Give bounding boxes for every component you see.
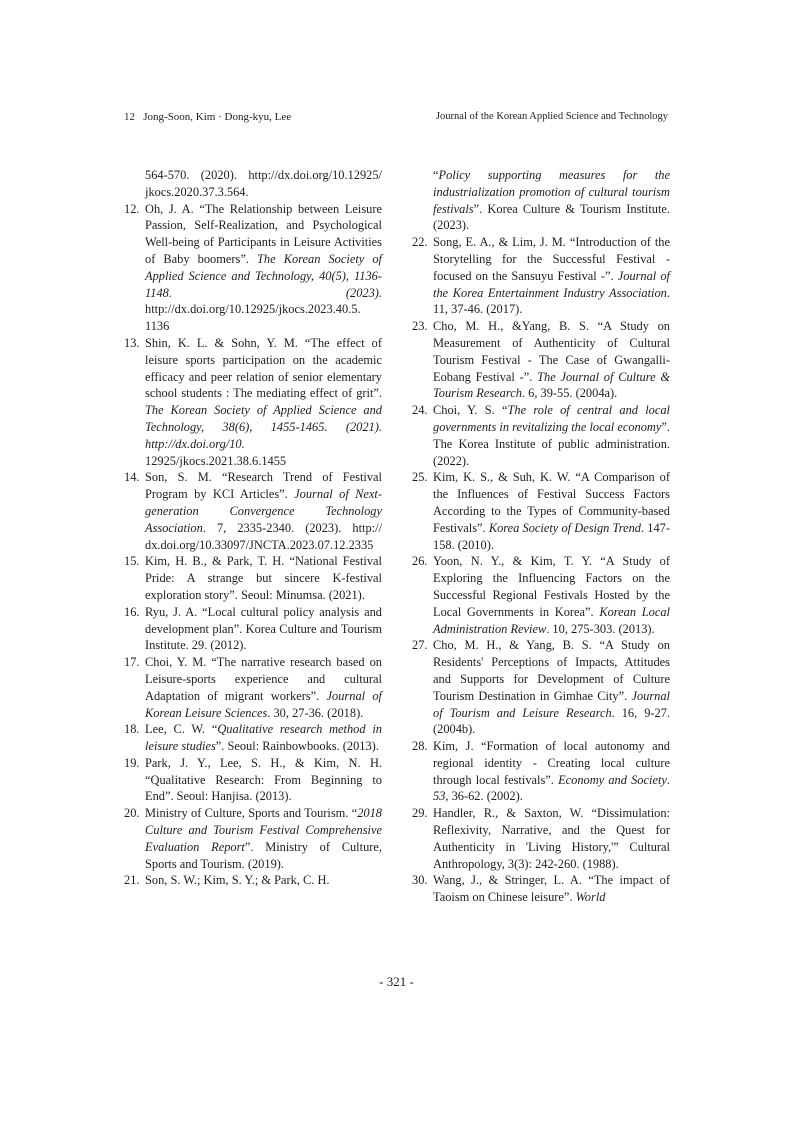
reference-item	[412, 402, 670, 469]
reference-text: Handler, R., & Saxton, W. “Dissimulation: Reflexivity, Narrative, and the Quest for Authenticity in 'Living History,'” Cultural Anthropology, 3(3): 242-260. (1988).	[433, 806, 670, 871]
reference-number: 22.	[412, 235, 428, 250]
header-authors: Jong-Soon, Kim · Dong-kyu, Lee	[143, 111, 292, 123]
reference-number: 23.	[412, 319, 428, 334]
reference-text: ”. The Korea Institute of public administration. (2022).	[433, 419, 670, 468]
reference-text: Yoon, N. Y., & Kim, T. Y. “A Study of Exploring the Influencing Factors on the Successful Regional Festivals Hosted by the Local Governments in Korea”.	[433, 554, 670, 619]
reference-text: Kim, K. S., & Suh, K. W. “A Comparison of the Influences of Festival Success Factors According to the Types of Community-based Festivals”.	[433, 470, 670, 535]
reference-text: ”. Ministry of Culture, Sports and Tourism. (2019).	[145, 839, 382, 871]
reference-number: 27.	[412, 638, 428, 653]
page-folio: - 321 -	[379, 974, 414, 989]
reference-text: . 10, 275-303. (2013).	[546, 621, 655, 636]
reference-text: Wang, J., & Stringer, L. A. “The impact of Taoism on Chinese leisure”.	[433, 873, 670, 905]
reference-item	[124, 167, 382, 201]
reference-item	[124, 604, 382, 654]
reference-text: . 6, 39-55. (2004a).	[521, 386, 618, 401]
reference-italic-text: The Korean Society of Applied Science and Technology, 40(5), 1136-1148. (2023).	[145, 251, 382, 300]
header-left	[124, 111, 291, 123]
reference-italic-text: Journal of the Korea Entertainment Industry Association	[433, 268, 670, 300]
reference-number: 26.	[412, 554, 428, 569]
reference-text: Oh, J. A. “The Relationship between Leisure Passion, Self-Realization, and Psychological Well-being of Participants in Leisure Activities of Baby boomers”.	[145, 201, 382, 266]
reference-item	[124, 201, 382, 335]
reference-item	[124, 553, 382, 603]
reference-italic-text: Korean Local Administration Review	[433, 604, 670, 636]
reference-italic-text: Qualitative research method in leisure studies	[145, 722, 382, 754]
reference-item	[412, 805, 670, 872]
reference-number: 16.	[124, 604, 140, 619]
reference-number: 12.	[124, 201, 140, 216]
reference-text: Choi, Y. M. “The narrative research based on Leisure-sports experience and cultural Adaptation of migrant workers”.	[145, 655, 382, 703]
reference-number: 19.	[124, 755, 140, 770]
reference-text: . 7, 2335-2340. (2023). http:// dx.doi.org/10.33097/JNCTA.2023.07.12.2335	[145, 520, 382, 552]
header-journal-title: Journal of the Korean Applied Science and Technology	[435, 111, 668, 122]
reference-item	[412, 469, 670, 553]
reference-text: 12925/jkocs.2021.38.6.1455	[145, 453, 287, 468]
reference-item	[412, 637, 670, 738]
reference-item	[412, 738, 670, 805]
reference-italic-text: World	[575, 890, 606, 905]
reference-item	[124, 805, 382, 872]
reference-text: .	[666, 772, 670, 787]
reference-number: 18.	[124, 722, 140, 737]
reference-text: 564-570. (2020). http://dx.doi.org/10.12925/ jkocs.2020.37.3.564.	[145, 168, 382, 199]
reference-text: Cho, M. H., & Yang, B. S. “A Study on Residents' Perceptions of Impacts, Attitudes and Supports for Development of Culture Tourism Destination in Gimhae City”.	[433, 638, 670, 703]
reference-item	[124, 755, 382, 805]
reference-text: http://dx.doi.org/10.12925/jkocs.2023.40.5. 1136	[145, 302, 361, 334]
reference-item	[124, 654, 382, 721]
running-header	[124, 111, 668, 127]
reference-text: Choi, Y. S. “	[433, 403, 508, 418]
reference-item	[412, 318, 670, 402]
reference-text: Son, S. W.; Kim, S. Y.; & Park, C. H.	[145, 873, 330, 888]
reference-number: 28.	[412, 739, 428, 754]
reference-text: Ministry of Culture, Sports and Tourism. “	[145, 806, 358, 821]
reference-italic-text: Economy and Society	[558, 772, 667, 787]
reference-item	[412, 553, 670, 637]
reference-number: 25.	[412, 470, 428, 485]
reference-text: Kim, H. B., & Park, T. H. “National Festival Pride: A strange but sincere K-festival exploration story”. Seoul: Minumsa. (2021).	[145, 554, 382, 602]
reference-number: 14.	[124, 470, 140, 485]
reference-italic-text: 53	[433, 789, 446, 804]
reference-number: 29.	[412, 806, 428, 821]
reference-item	[124, 721, 382, 755]
reference-text: . 11, 37-46. (2017).	[433, 285, 670, 317]
references-left-column	[124, 167, 382, 889]
reference-text: Son, S. M. “Research Trend of Festival Program by KCI Articles”.	[145, 470, 382, 502]
reference-text: ”. Korea Culture & Tourism Institute. (2023).	[433, 201, 670, 233]
reference-number: 13.	[124, 335, 140, 350]
reference-item	[412, 167, 670, 234]
reference-text: . 30, 27-36. (2018).	[267, 705, 364, 720]
reference-item	[124, 469, 382, 553]
reference-item	[124, 872, 382, 889]
reference-item	[412, 234, 670, 318]
reference-item	[412, 872, 670, 906]
reference-text: . 16, 9-27. (2004b).	[433, 705, 670, 737]
reference-number: 21.	[124, 873, 140, 888]
reference-item	[124, 335, 382, 469]
reference-number: 17.	[124, 655, 140, 670]
reference-number: 20.	[124, 806, 140, 821]
reference-text: Shin, K. L. & Sohn, Y. M. “The effect of leisure sports participation on the academic efficacy and peer relation of senior elementary school students : The mediating effect of grit”.	[145, 335, 382, 401]
reference-text: Cho, M. H., &Yang, B. S. “A Study on Measurement of Authenticity of Cultural Tourism Festival - The Case of Gwangalli-Eobang Festival -”.	[433, 319, 670, 384]
reference-text: Park, J. Y., Lee, S. H., & Kim, N. H. “Qualitative Research: From Beginning to End”. Seoul: Hanjisa. (2013).	[145, 755, 382, 804]
reference-text: . 147-158. (2010).	[433, 520, 670, 552]
reference-italic-text: Journal of Korean Leisure Sciences	[145, 688, 382, 720]
reference-italic-text: The role of central and local governments in revitalizing the local economy	[433, 403, 671, 434]
reference-italic-text: Policy supporting measures for the industrialization promotion of cultural tourism festivals	[433, 168, 670, 216]
reference-italic-text: The Korean Society of Applied Science and Technology, 38(6), 1455-1465. (2021). http://dx.doi.org/10.	[145, 403, 382, 451]
reference-text: Ryu, J. A. “Local cultural policy analysis and development plan”. Korea Culture and Tourism Institute. 29. (2012).	[145, 604, 382, 653]
reference-number: 15.	[124, 554, 140, 569]
reference-italic-text: Journal of Next-generation Convergence Technology Association	[145, 487, 382, 535]
reference-text: , 36-62. (2002).	[445, 789, 523, 804]
reference-italic-text: Journal of Tourism and Leisure Research	[433, 688, 670, 720]
reference-text: “	[433, 168, 439, 182]
reference-number: 24.	[412, 403, 428, 418]
reference-text: Song, E. A., & Lim, J. M. “Introduction of the Storytelling for the Successful Festival - focused on the Sansuyu Festival -”.	[433, 235, 670, 283]
references-right-column	[412, 167, 670, 906]
reference-italic-text: 2018 Culture and Tourism Festival Comprehensive Evaluation Report	[145, 806, 382, 854]
reference-number: 30.	[412, 873, 428, 888]
reference-italic-text: The Journal of Culture & Tourism Research	[433, 369, 671, 401]
header-page-number: 12	[124, 111, 135, 123]
reference-text: ”. Seoul: Rainbowbooks. (2013).	[215, 739, 379, 754]
reference-italic-text: Korea Society of Design Trend	[488, 520, 641, 535]
reference-text: Kim, J. “Formation of local autonomy and regional identity - Creating local culture through local festivals”.	[433, 739, 670, 787]
reference-text: Lee, C. W. “	[145, 722, 218, 737]
